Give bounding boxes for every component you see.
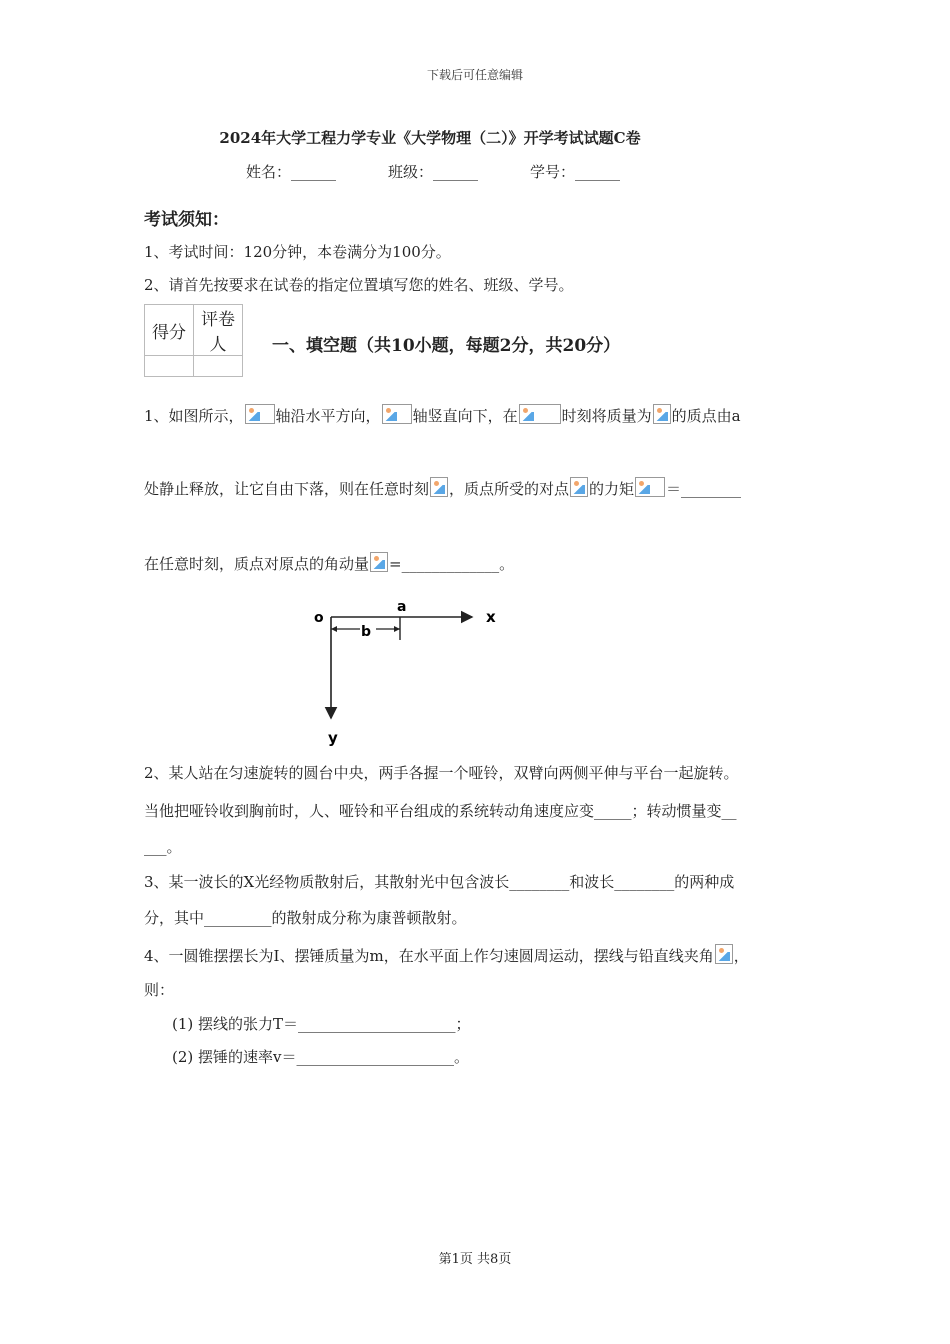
score-cell [145,356,194,377]
student-id-field: 学号：______ [530,163,621,181]
q3-line2: 分，其中_________的散射成分称为康普顿散射。 [144,909,467,927]
q1-line1: 1、如图所示， 轴沿水平方向， 轴竖直向下，在 时刻将质量为 的质点由a [144,404,741,426]
figure-x-label: x [486,608,496,626]
grader-cell [194,356,243,377]
header-note: 下载后可任意编辑 [426,68,523,82]
notice-item: 2、请首先按要求在试卷的指定位置填写您的姓名、班级、学号。 [144,276,574,294]
image-placeholder-icon [635,477,665,497]
coordinate-figure [300,596,510,746]
figure-y-label: y [328,729,338,746]
q2-line1: 2、某人站在匀速旋转的圆台中央，两手各握一个哑铃，双臂向两侧平伸与平台一起旋转。 [144,764,739,782]
image-placeholder-icon [430,477,448,497]
score-table [144,304,243,377]
section-title: 一、填空题（共10小题，每题2分，共20分） [272,336,621,356]
image-placeholder-icon [245,404,275,424]
q3-line1: 3、某一波长的X光经物质散射后，其散射光中包含波长________和波长________的两种成 [144,873,735,891]
image-placeholder-icon [519,404,561,424]
q2-line3: ___。 [144,838,182,856]
grader-header: 评卷人 [194,305,243,356]
figure-b-label: b [361,624,372,640]
q4-sub1: (1) 摆线的张力T＝_____________________； [172,1015,471,1033]
q1-line2: 处静止释放，让它自由下落，则在任意时刻 ，质点所受的对点 的力矩 ＝________ [144,477,741,499]
image-placeholder-icon [382,404,412,424]
notice-item: 1、考试时间：120分钟，本卷满分为100分。 [144,243,451,261]
image-placeholder-icon [370,552,388,572]
image-placeholder-icon [715,944,733,964]
q4-sub2: (2) 摆锤的速率v＝_____________________。 [172,1048,469,1066]
score-header: 得分 [145,305,194,356]
figure-a-label: a [397,599,407,615]
figure-origin-label: o [314,610,324,626]
exam-title: 2024年大学工程力学专业《大学物理（二）》开学考试试题C卷 [219,129,641,147]
image-placeholder-icon [570,477,588,497]
q4-line1: 4、一圆锥摆摆长为I、摆锤质量为m，在水平面上作匀速圆周运动，摆线与铅直线夹角 ， [144,944,749,966]
q4-line2: 则： [144,981,175,999]
q2-line2: 当他把哑铃收到胸前时，人、哑铃和平台组成的系统转动角速度应变_____；转动惯量变__ [144,802,737,820]
name-field: 姓名：______ [246,163,337,181]
notice-heading: 考试须知： [144,210,229,230]
image-placeholder-icon [653,404,671,424]
q1-line3: 在任意时刻，质点对原点的角动量 =_____________。 [144,552,514,574]
page-footer: 第1页 共8页 [438,1252,512,1267]
class-field: 班级：______ [388,163,479,181]
